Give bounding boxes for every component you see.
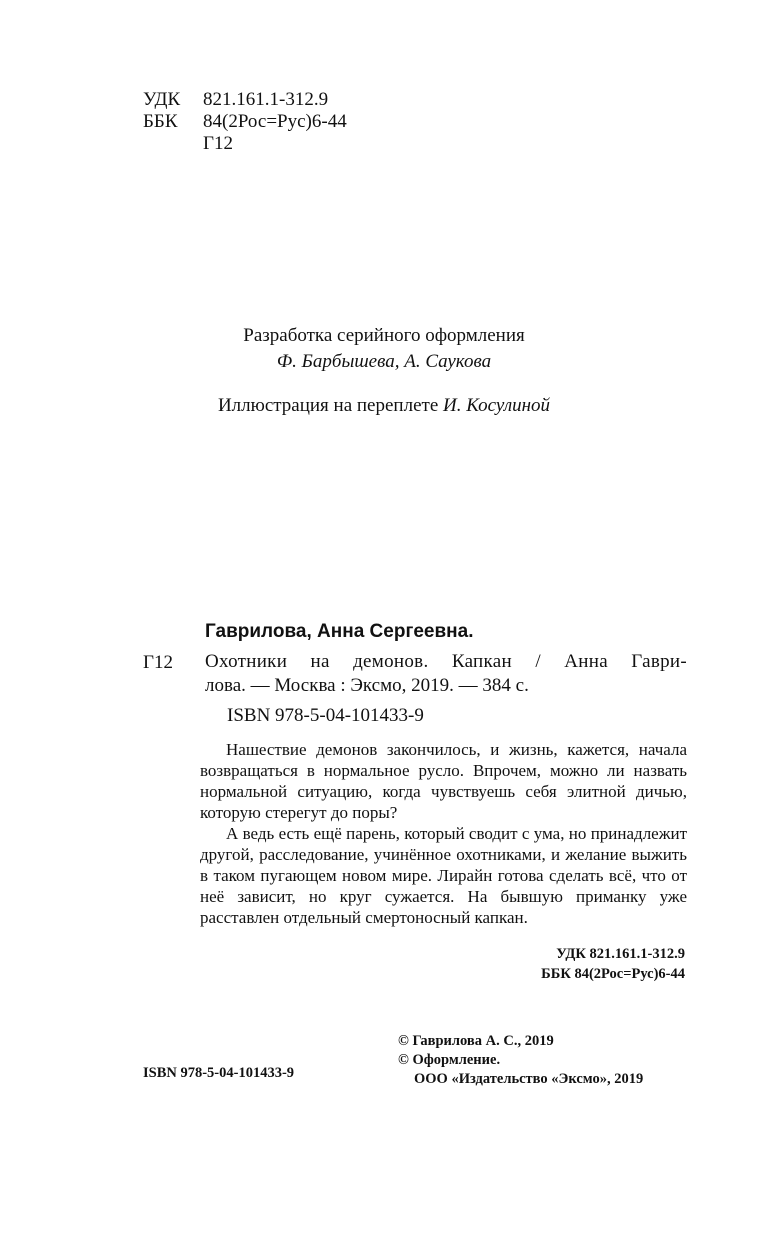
udk-value: 821.161.1-312.9	[203, 89, 329, 110]
series-design-credit	[0, 323, 768, 375]
copyright-author: © Гаврилова А. С., 2019	[398, 1033, 554, 1049]
author-sign-row	[0, 133, 768, 155]
bottom-bbk: ББК 84(2Рос=Рус)6-44	[541, 966, 685, 982]
illustration-author: И. Косулиной	[443, 395, 551, 416]
bottom-classification	[541, 944, 685, 984]
series-design-authors: Ф. Барбышева, А. Саукова	[276, 351, 492, 372]
illustration-credit	[0, 393, 768, 419]
bbk-label: ББК	[143, 111, 178, 132]
catalog-title-line2: лова. — Москва : Эксмо, 2019. — 384 с.	[205, 675, 529, 696]
illustration-label: Иллюстрация на переплете	[217, 395, 439, 416]
annotation-paragraph: Нашествие демонов закончилось, и жизнь, кажется, начала возвращаться в нормальное русло. Впрочем, можно ли назвать нормальной ситуацию, когда чувствуешь себя элитной дичью, которую стерегут до поры?	[200, 740, 687, 822]
bbk-value: 84(2Рос=Рус)6-44	[203, 111, 347, 132]
udk-label: УДК	[143, 89, 181, 110]
series-design-label: Разработка серийного оформления	[243, 325, 525, 346]
catalog-code: Г12	[143, 652, 173, 673]
copyright-design: © Оформление.	[398, 1052, 501, 1068]
catalog-isbn: ISBN 978-5-04-101433-9	[227, 705, 424, 726]
bottom-udk: УДК 821.161.1-312.9	[556, 946, 685, 962]
udk-row	[0, 89, 768, 111]
catalog-title	[205, 650, 687, 698]
isbn-bottom: ISBN 978-5-04-101433-9	[143, 1065, 295, 1081]
author-sign: Г12	[203, 133, 233, 154]
copyright-publisher: ООО «Издательство «Эксмо», 2019	[414, 1071, 644, 1087]
copyright-block	[398, 1032, 643, 1089]
annotation	[200, 739, 687, 928]
bbk-row	[0, 111, 768, 133]
catalog-author: Гаврилова, Анна Сергеевна.	[205, 621, 474, 642]
catalog-title-line1: Охотники на демонов. Капкан / Анна Гаври-	[205, 651, 687, 672]
annotation-paragraph: А ведь есть ещё парень, который сводит с ума, но принадлежит другой, расследование, учинённое охотниками, и желание выжить в таком пугающем новом мире. Лирайн готова сделать всё, что от неё зависит, но круг сужается. На бывшую приманку уже расставлен отдельный смертоносный капкан.	[200, 824, 687, 927]
